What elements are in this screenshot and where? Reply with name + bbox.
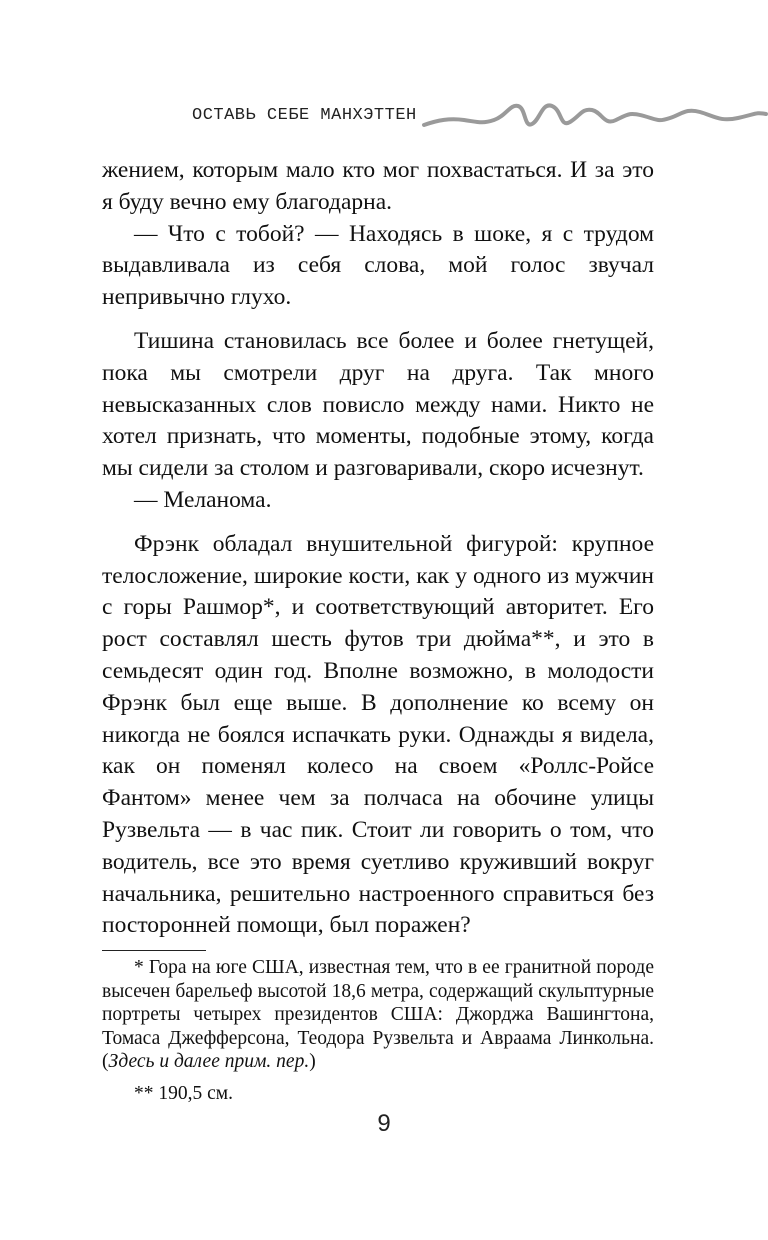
- paragraph-1: жением, которым мало кто мог похвастаться. И за это я буду вечно ему благодарна.: [102, 157, 654, 215]
- footnote-1-close: ): [309, 1051, 316, 1072]
- paragraph-3: Тишина становилась все более и более гнетущей, пока мы смотрели друг на друга. Так много невысказанных слов повисло между нами. Никто не хотел признать, что моменты, подобные этому, когда мы сидели за столом и разговаривали, скоро исчезнут.: [102, 327, 654, 482]
- page-number: 9: [377, 1110, 391, 1137]
- footnote-1-italic: Здесь и далее прим. пер.: [108, 1051, 310, 1072]
- footnote-1-text: * Гора на юге США, известная тем, что в ее гранитной породе высечен барельеф высотой 18,6 метра, содержащий скульптурные портреты четырех президентов США: Джорджа Вашингтона, Томаса Джефферсона, Теодора Рузвельта и Авраама Линкольна. (: [102, 957, 654, 1072]
- running-head-title: ОСТАВЬ СЕБЕ МАНХЭТТЕН: [192, 106, 417, 125]
- footnote-1: [102, 956, 654, 1074]
- paragraph-2: — Что с тобой? — Находясь в шоке, я с трудом выдавливала из себя слова, мой голос звучал непривычно глухо.: [102, 220, 654, 311]
- paragraph-5: Фрэнк обладал внушительной фигурой: крупное телосложение, широкие кости, как у одного из мужчин с горы Рашмор*, и соответствующий авторитет. Его рост составлял шесть футов три дюйма**, и это в семьдесят один год. Вполне возможно, в молодости Фрэнк был еще выше. В дополнение ко всему он никогда не боялся испачкать руки. Однажды я видела, как он поменял колесо на своем «Роллс-Ройсе Фантом» менее чем за полчаса на обочине улицы Рузвельта — в час пик. Стоит ли говорить о том, что водитель, все это время суетливо круживший вокруг начальника, решительно настроенного справиться без посторонней помощи, был поражен?: [102, 530, 654, 939]
- main-text: [102, 155, 654, 942]
- running-head-squiggle-ornament: [420, 98, 768, 138]
- paragraph-4: — Меланома.: [134, 486, 272, 513]
- footnote-divider: [102, 950, 206, 951]
- footnote-2: ** 190,5 см.: [134, 1082, 233, 1104]
- footnotes: [102, 956, 654, 1105]
